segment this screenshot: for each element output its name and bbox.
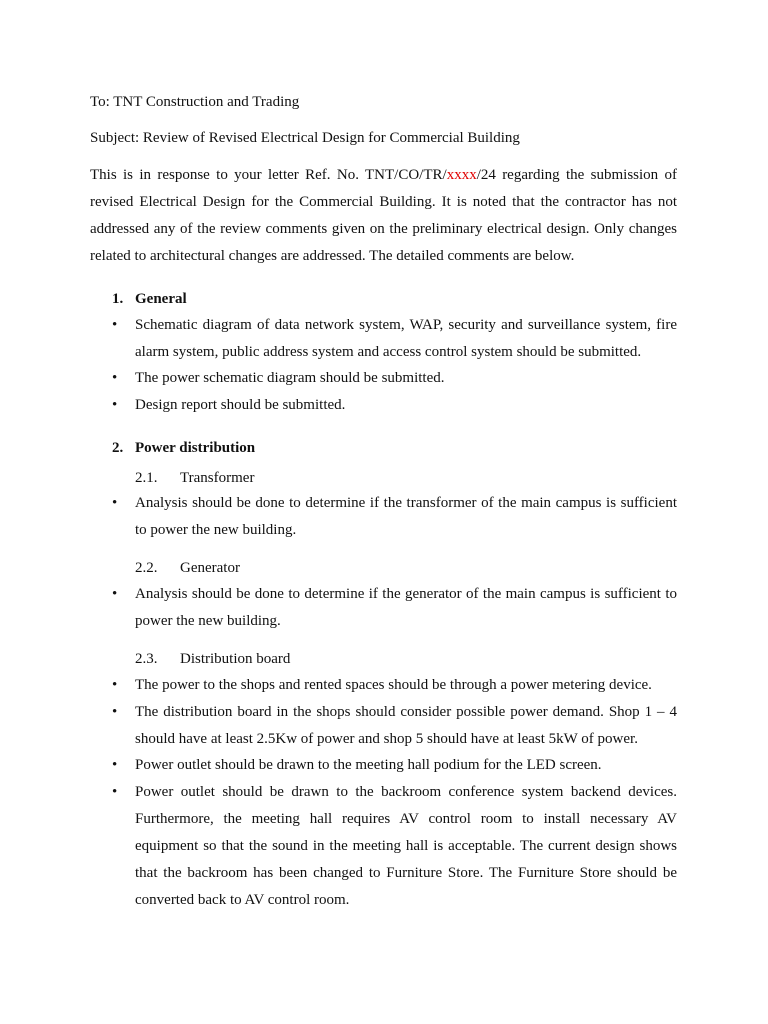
intro-text-end: /24 regarding the submission of revised Electrical Design for the Commercial Building. It is noted that the contractor has not addressed any of the review comments given on the preliminary electrical design. Only changes related to architectural changes are addressed. The detailed comments are below. bbox=[90, 167, 677, 264]
letter-page bbox=[90, 0, 677, 1024]
bullet-icon: • bbox=[112, 370, 118, 386]
reference-placeholder: xxxx bbox=[446, 167, 477, 183]
bullet-icon: • bbox=[112, 317, 118, 333]
subsection-title: Generator bbox=[180, 560, 240, 576]
section-title: General bbox=[135, 291, 187, 307]
recipient-line: To: TNT Construction and Trading bbox=[90, 94, 300, 110]
subsection-number: 2.1. bbox=[135, 470, 158, 486]
list-item-text: Schematic diagram of data network system, WAP, security and surveillance system, fire alarm system, public address system and access control system should be submitted. bbox=[135, 317, 677, 360]
list-item-text: Analysis should be done to determine if the transformer of the main campus is sufficient to power the new building. bbox=[135, 495, 677, 538]
list-item-text: The power schematic diagram should be submitted. bbox=[135, 370, 445, 386]
bullet-icon: • bbox=[112, 677, 118, 693]
list-item-text: The distribution board in the shops should consider possible power demand. Shop 1 – 4 should have at least 2.5Kw of power and shop 5 should have at least 5kW of power. bbox=[135, 704, 677, 747]
subsection-number: 2.3. bbox=[135, 651, 158, 667]
bullet-icon: • bbox=[112, 784, 118, 800]
bullet-icon: • bbox=[112, 586, 118, 602]
list-item-text: Analysis should be done to determine if the generator of the main campus is sufficient to power the new building. bbox=[135, 586, 677, 629]
list-item-text: The power to the shops and rented spaces should be through a power metering device. bbox=[135, 677, 652, 693]
section-title: Power distribution bbox=[135, 440, 256, 456]
section-number: 1. bbox=[112, 291, 124, 307]
bullet-icon: • bbox=[112, 757, 118, 773]
list-item-text: Design report should be submitted. bbox=[135, 397, 346, 413]
bullet-icon: • bbox=[112, 704, 118, 720]
subsection-title: Distribution board bbox=[180, 651, 291, 667]
intro-text-start: This is in response to your letter Ref. No. TNT/CO/TR/ bbox=[90, 167, 447, 183]
intro-paragraph bbox=[90, 162, 677, 270]
subsection-number: 2.2. bbox=[135, 560, 158, 576]
subsection-title: Transformer bbox=[180, 470, 255, 486]
bullet-icon: • bbox=[112, 397, 118, 413]
bullet-icon: • bbox=[112, 495, 118, 511]
section-number: 2. bbox=[112, 440, 124, 456]
subject-line: Subject: Review of Revised Electrical Design for Commercial Building bbox=[90, 130, 520, 146]
list-item-text: Power outlet should be drawn to the backroom conference system backend devices. Furthermore, the meeting hall requires AV control room to install necessary AV equipment so that the sound in the meeting hall is acceptable. The current design shows that the backroom has been changed to Furniture Store. The Furniture Store should be converted back to AV control room. bbox=[135, 784, 677, 908]
list-item-text: Power outlet should be drawn to the meeting hall podium for the LED screen. bbox=[135, 757, 602, 773]
